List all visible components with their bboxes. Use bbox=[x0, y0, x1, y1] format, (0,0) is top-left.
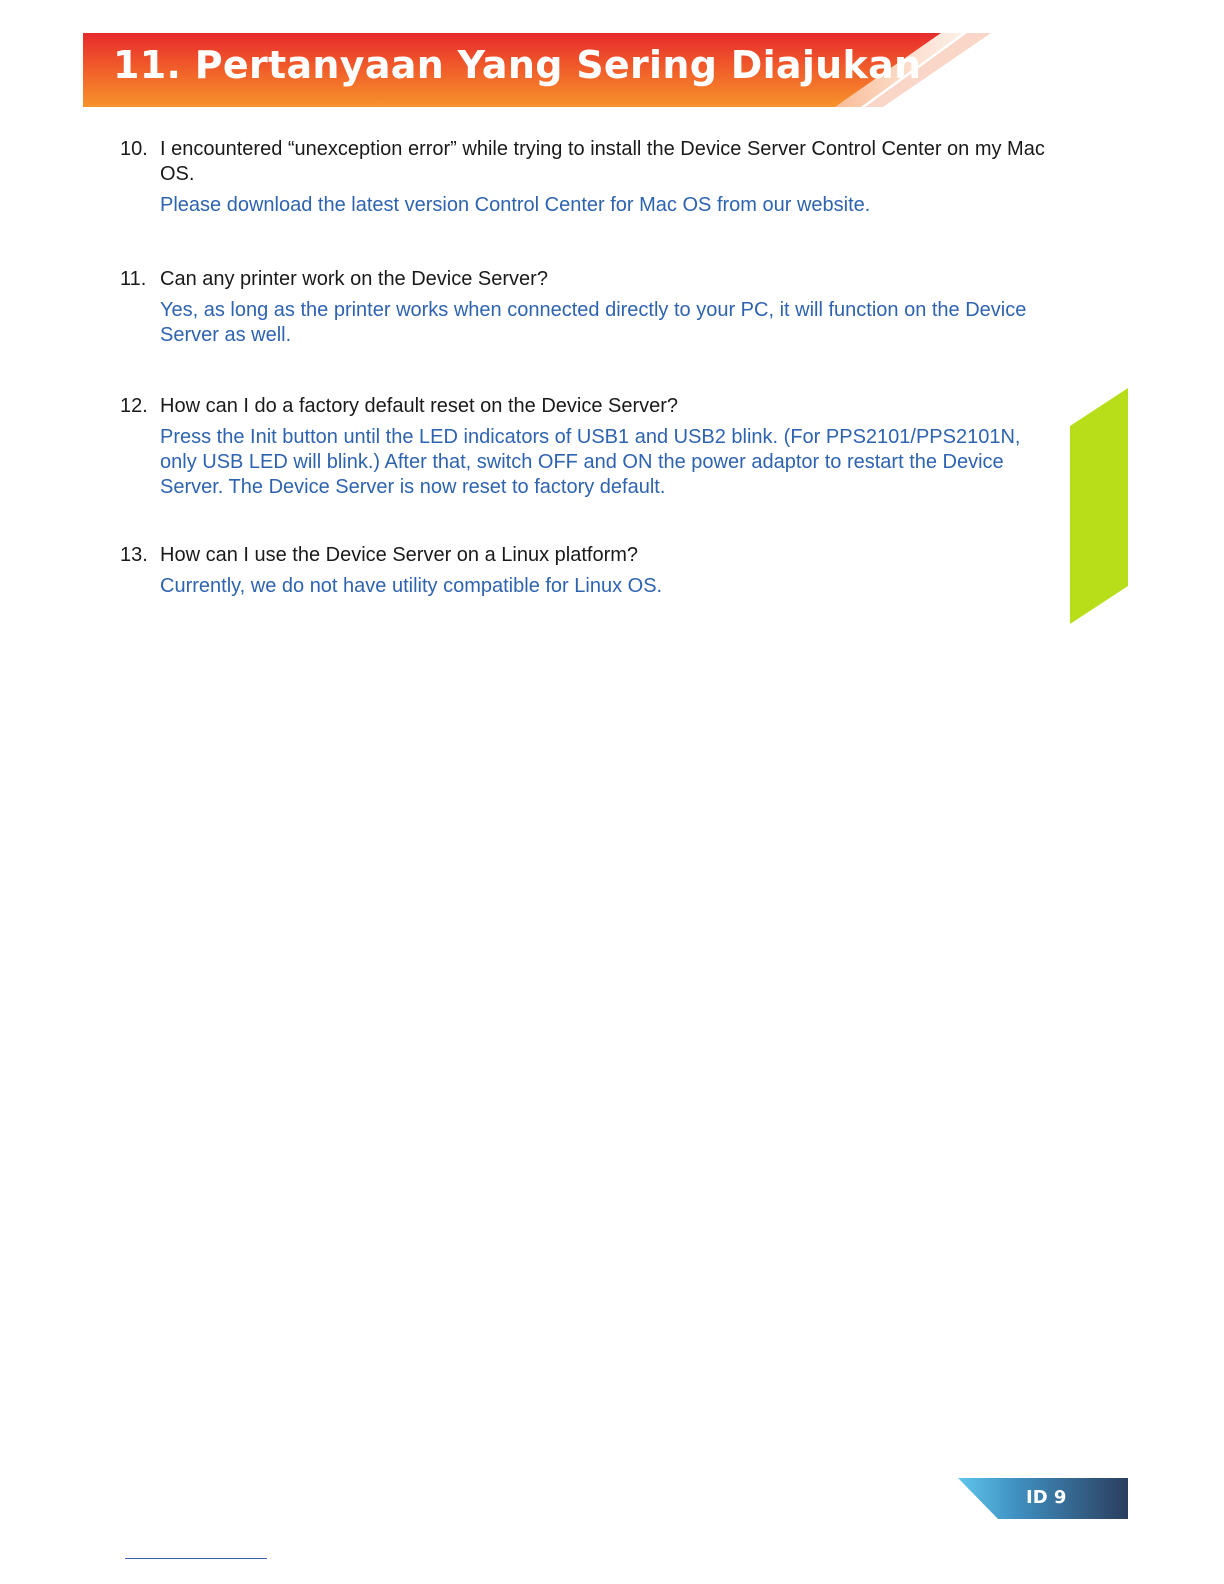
footer-divider bbox=[125, 1558, 267, 1559]
faq-number: 13. bbox=[120, 544, 148, 566]
faq-question: How can I do a factory default reset on the Device Server? bbox=[160, 395, 679, 417]
faq-answer: Press the Init button until the LED indicators of USB1 and USB2 blink. (For PPS2101/PPS2101N, only USB LED will blink.) After that, switch OFF and ON the power adaptor to restart the Device Server. The Device Server is now reset to factory default. bbox=[160, 426, 1021, 498]
side-tab-decoration bbox=[1070, 388, 1128, 630]
faq-question: How can I use the Device Server on a Linux platform? bbox=[160, 544, 639, 566]
faq-question: Can any printer work on the Device Server? bbox=[160, 268, 548, 290]
header-banner bbox=[83, 33, 993, 107]
faq-number: 10. bbox=[120, 138, 148, 160]
page-number-tab bbox=[958, 1478, 1128, 1519]
page-title: 11. Pertanyaan Yang Sering Diajukan bbox=[113, 43, 922, 87]
faq-list bbox=[120, 137, 1060, 599]
page-number: ID 9 bbox=[1026, 1487, 1067, 1508]
faq-item bbox=[120, 137, 1060, 218]
faq-item bbox=[120, 543, 1060, 599]
faq-answer: Yes, as long as the printer works when connected directly to your PC, it will function on the Device Server as well. bbox=[160, 299, 1027, 346]
faq-number: 11. bbox=[120, 268, 147, 290]
faq-number: 12. bbox=[120, 395, 148, 417]
faq-question: I encountered “unexception error” while trying to install the Device Server Control Center on my Mac OS. bbox=[160, 138, 1045, 185]
faq-answer: Please download the latest version Control Center for Mac OS from our website. bbox=[160, 194, 871, 216]
faq-item bbox=[120, 267, 1060, 348]
faq-answer: Currently, we do not have utility compatible for Linux OS. bbox=[160, 575, 663, 597]
faq-item bbox=[120, 394, 1060, 500]
